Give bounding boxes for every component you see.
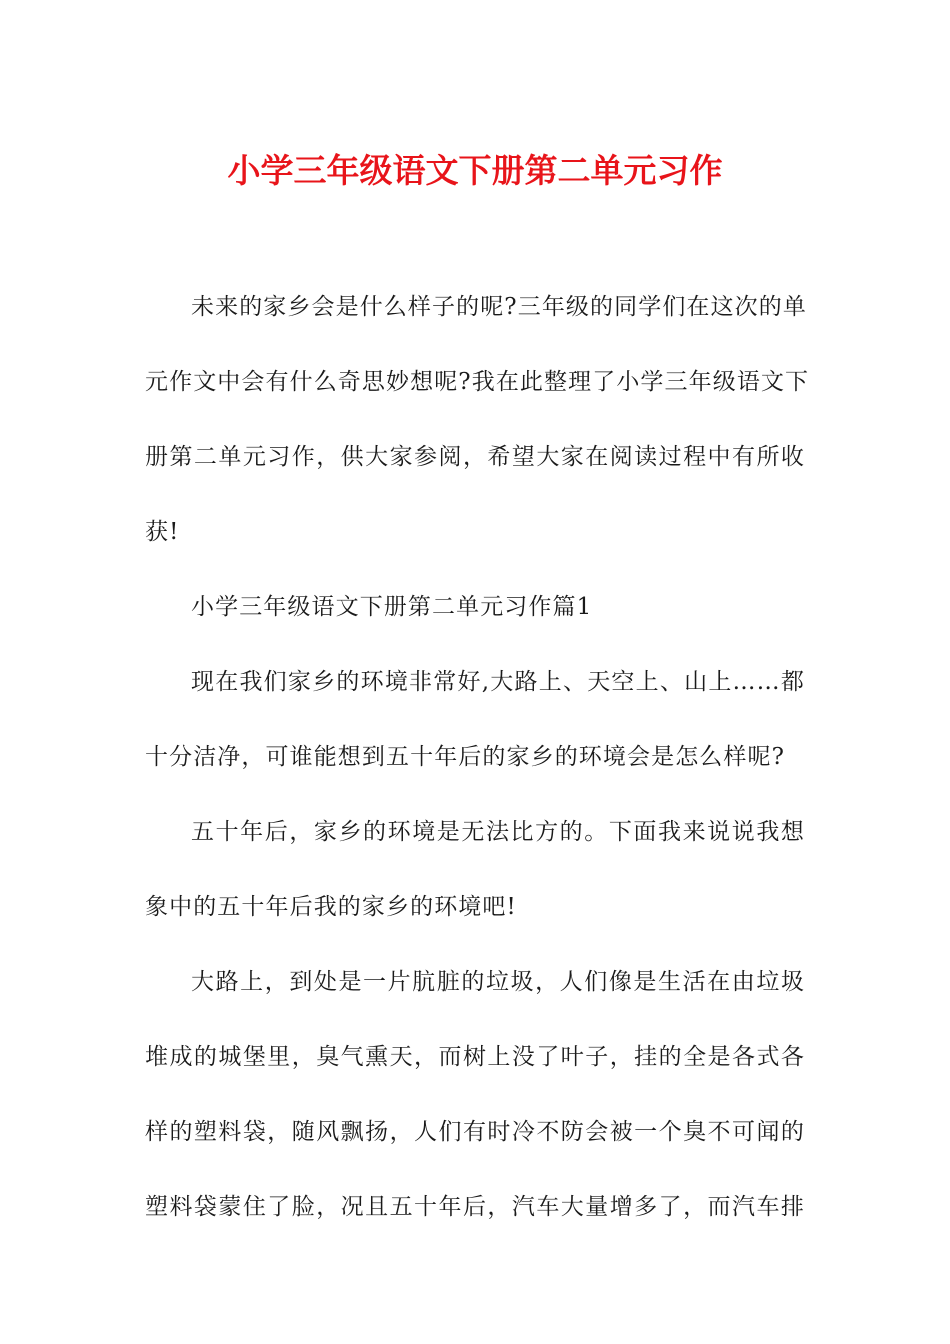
paragraph-road-garbage	[145, 945, 805, 1245]
text-line: 塑料袋蒙住了脸，况且五十年后，汽车大量增多了，而汽车排	[145, 1194, 805, 1220]
text-line: 五十年后，家乡的环境是无法比方的。下面我来说说我想	[191, 819, 805, 845]
paragraph-environment-now	[145, 645, 805, 795]
text-line: 获!	[145, 519, 180, 545]
paragraph-intro	[145, 270, 810, 570]
document-title: 小学三年级语文下册第二单元习作	[227, 151, 723, 190]
text-line: 十分洁净，可谁能想到五十年后的家乡的环境会是怎么样呢?	[145, 744, 786, 770]
text-line: 册第二单元习作，供大家参阅，希望大家在阅读过程中有所收	[145, 444, 805, 470]
text-line: 元作文中会有什么奇思妙想呢?我在此整理了小学三年级语文下	[145, 369, 810, 395]
text-line: 堆成的城堡里，臭气熏天，而树上没了叶子，挂的全是各式各	[145, 1044, 805, 1070]
text-line: 未来的家乡会是什么样子的呢?三年级的同学们在这次的单	[191, 294, 807, 320]
text-line: 现在我们家乡的环境非常好,大路上、天空上、山上……都	[191, 669, 805, 695]
document-body	[145, 270, 810, 1245]
text-line: 小学三年级语文下册第二单元习作篇1	[191, 594, 593, 620]
paragraph-fifty-years	[145, 795, 805, 945]
text-line: 象中的五十年后我的家乡的环境吧!	[145, 894, 517, 920]
text-line: 大路上，到处是一片肮脏的垃圾，人们像是生活在由垃圾	[191, 969, 805, 995]
text-line: 样的塑料袋，随风飘扬，人们有时冷不防会被一个臭不可闻的	[145, 1119, 805, 1145]
section-heading	[145, 570, 805, 645]
